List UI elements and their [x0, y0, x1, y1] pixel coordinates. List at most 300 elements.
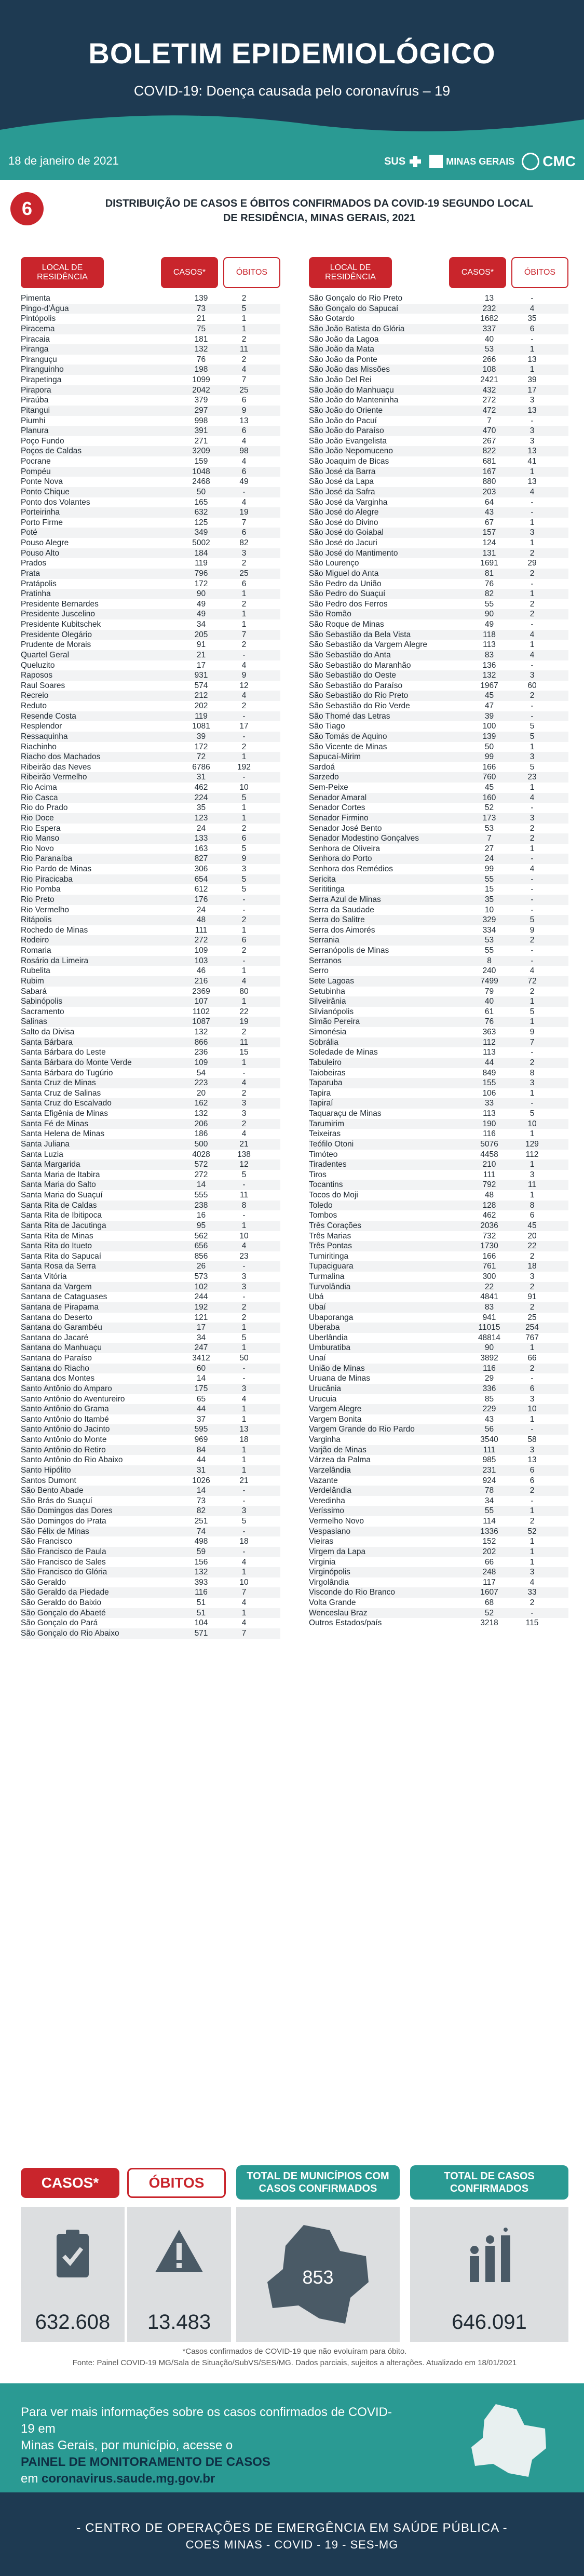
- city-name: São Domingos do Prata: [21, 1517, 106, 1526]
- deaths-count: -: [242, 1068, 246, 1077]
- table-row: [309, 752, 568, 762]
- cases-count: 34: [196, 1333, 206, 1342]
- deaths-count: 3: [529, 436, 535, 446]
- table-row: [21, 1445, 280, 1455]
- cases-count: 681: [482, 457, 496, 466]
- cases-count: 166: [482, 1251, 496, 1261]
- cases-count: 205: [194, 630, 208, 639]
- table-row: [21, 1129, 280, 1139]
- table-row: [21, 1496, 280, 1506]
- deaths-count: 10: [527, 1405, 537, 1414]
- cases-count: 66: [484, 1557, 494, 1567]
- table-body: [309, 293, 568, 1628]
- cases-count: 43: [484, 1414, 494, 1424]
- city-name: Santa Helena de Minas: [21, 1129, 105, 1139]
- table-row: [21, 803, 280, 813]
- cases-count: 267: [482, 436, 496, 446]
- cases-count: 880: [482, 477, 496, 487]
- cases-count: 3412: [192, 1354, 210, 1363]
- deaths-count: 5: [241, 1517, 247, 1526]
- cases-count: 55: [484, 1506, 494, 1516]
- city-name: Senador Amaral: [309, 793, 367, 802]
- city-name: Volta Grande: [309, 1598, 356, 1607]
- city-name: Tiros: [309, 1170, 327, 1179]
- people-chart-icon: [467, 2228, 514, 2285]
- city-name: São José da Lapa: [309, 477, 374, 487]
- deaths-count: 9: [241, 854, 247, 864]
- city-name: Raposos: [21, 671, 53, 680]
- deaths-count: 2: [241, 1313, 247, 1322]
- city-name: Sem-Peixe: [309, 783, 348, 792]
- deaths-count: 1: [529, 1414, 535, 1424]
- page-subtitle: COVID-19: Doença causada pelo coronavírus – 19: [133, 83, 451, 99]
- deaths-count: 1: [241, 1343, 247, 1353]
- table-row: [21, 762, 280, 773]
- deaths-count: 1: [241, 1405, 247, 1414]
- city-name: Santana do Riacho: [21, 1364, 89, 1373]
- deaths-count: 4: [241, 457, 247, 466]
- city-name: Serra Azul de Minas: [309, 895, 381, 904]
- table-row: [309, 1139, 568, 1150]
- table-row: [309, 701, 568, 711]
- city-name: Tapiraí: [309, 1099, 333, 1108]
- city-name: São Geraldo da Piedade: [21, 1588, 109, 1597]
- cases-count: 11015: [478, 1323, 500, 1332]
- deaths-count: -: [531, 334, 534, 344]
- deaths-count: 80: [239, 987, 249, 996]
- city-name: Queluzito: [21, 660, 55, 670]
- table-row: [309, 1547, 568, 1557]
- cases-count: 44: [484, 1058, 494, 1067]
- table-row: [309, 334, 568, 345]
- city-name: Ponte Nova: [21, 477, 63, 487]
- deaths-count: 21: [239, 1476, 249, 1485]
- deaths-count: 72: [527, 976, 537, 986]
- deaths-count: -: [531, 579, 534, 588]
- table-row: [21, 1088, 280, 1099]
- table-row: [309, 304, 568, 314]
- header-deaths: ÓBITOS: [511, 257, 568, 288]
- table-row: [21, 1078, 280, 1088]
- cases-count: 49: [484, 620, 494, 629]
- city-name: Vieiras: [309, 1537, 334, 1546]
- city-name: Setubinha: [309, 987, 345, 996]
- deaths-count: 1: [241, 966, 247, 976]
- table-row: [309, 1119, 568, 1129]
- city-name: São José da Varginha: [309, 497, 388, 507]
- deaths-count: 6: [529, 324, 535, 333]
- cases-count: 55: [484, 874, 494, 884]
- city-name: Rio Piracicaba: [21, 874, 73, 884]
- deaths-count: 1: [241, 803, 247, 813]
- cases-count: 160: [482, 793, 496, 802]
- cases-count: 52: [484, 803, 494, 813]
- deaths-count: 58: [527, 1435, 537, 1444]
- deaths-count: 1: [241, 589, 247, 599]
- deaths-count: -: [242, 732, 246, 741]
- city-name: Poços de Caldas: [21, 447, 82, 456]
- city-name: Santa Bárbara do Tugúrio: [21, 1068, 113, 1077]
- cases-count: 26: [196, 1262, 206, 1271]
- deaths-count: 3: [241, 1506, 247, 1516]
- city-name: São Pedro dos Ferros: [309, 599, 388, 609]
- city-name: Santo Antônio do Retiro: [21, 1445, 106, 1454]
- city-name: Santa Efigênia de Minas: [21, 1109, 108, 1118]
- city-name: Sapucaí-Mirim: [309, 752, 361, 762]
- table-row: [21, 1547, 280, 1557]
- cases-count: 1691: [480, 559, 498, 568]
- deaths-count: 4: [529, 304, 535, 313]
- deaths-count: 3: [529, 1568, 535, 1577]
- cases-count: 50: [196, 487, 206, 496]
- deaths-count: 5: [529, 915, 535, 925]
- city-name: Silvianópolis: [309, 1007, 354, 1016]
- cases-count: 83: [484, 1302, 494, 1312]
- deaths-count: -: [531, 711, 534, 721]
- coronavirus-url-link[interactable]: coronavirus.saude.mg.gov.br: [42, 2472, 215, 2486]
- table-row: [21, 905, 280, 915]
- table-row: [309, 314, 568, 324]
- table-row: [21, 691, 280, 701]
- deaths-count: 4: [241, 691, 247, 700]
- table-row: [309, 1486, 568, 1496]
- table-row: [21, 1577, 280, 1588]
- deaths-count: -: [242, 956, 246, 965]
- city-name: Ritápolis: [21, 915, 52, 925]
- table-header: [21, 257, 280, 288]
- header-cases: CASOS*: [449, 257, 506, 288]
- table-row: [21, 640, 280, 650]
- deaths-count: 98: [239, 447, 249, 456]
- deaths-count: 6: [241, 528, 247, 537]
- table-row: [309, 884, 568, 895]
- municipalities-panel: [236, 2207, 400, 2342]
- table-row: [21, 1221, 280, 1231]
- city-name: Santana do Manhuaçu: [21, 1343, 102, 1353]
- table-row: [21, 660, 280, 671]
- city-name: Uberlândia: [309, 1333, 348, 1342]
- cases-count: 47: [484, 702, 494, 710]
- cases-count: 612: [194, 885, 208, 894]
- city-name: Vermelho Novo: [309, 1517, 364, 1526]
- table-row: [21, 304, 280, 314]
- cases-count: 90: [196, 589, 206, 599]
- deaths-count: 3: [529, 1272, 535, 1281]
- deaths-count: 2: [241, 599, 247, 609]
- cases-count: 462: [482, 1211, 496, 1220]
- city-name: Rio do Prado: [21, 803, 68, 813]
- cases-count: 3892: [480, 1354, 498, 1363]
- sus-cross-icon: [409, 155, 422, 168]
- cases-count: 244: [194, 1292, 208, 1302]
- cases-count: 106: [482, 1088, 496, 1098]
- cases-count: 132: [194, 345, 208, 354]
- cases-count: 79: [484, 987, 494, 996]
- table-row: [21, 1435, 280, 1445]
- cases-count: 3209: [192, 447, 210, 456]
- deaths-count: 2: [241, 915, 247, 925]
- header-deaths: ÓBITOS: [223, 257, 280, 288]
- deaths-count: 4: [529, 966, 535, 976]
- cases-count: 329: [482, 915, 496, 925]
- deaths-count: 13: [239, 416, 249, 425]
- table-row: [309, 1455, 568, 1465]
- deaths-count: 2: [529, 569, 535, 578]
- city-name: Serro: [309, 966, 329, 976]
- deaths-count: 29: [527, 559, 537, 568]
- city-name: São Sebastião do Paraíso: [309, 681, 403, 690]
- cases-count: 121: [194, 1313, 208, 1322]
- table-row: [21, 1394, 280, 1405]
- table-row: [21, 1364, 280, 1374]
- city-name: São João Batista do Glória: [309, 324, 405, 333]
- city-name: Rio Manso: [21, 834, 60, 843]
- city-name: Resplendor: [21, 722, 62, 731]
- footnote-cases: *Casos confirmados de COVID-19 que não evoluíram para óbito.: [182, 2347, 407, 2356]
- cases-count: 8: [487, 956, 492, 965]
- deaths-count: 9: [529, 925, 535, 935]
- table-row: [309, 1037, 568, 1048]
- city-name: Outros Estados/país: [309, 1619, 382, 1628]
- deaths-count: -: [242, 895, 246, 904]
- cases-count: 55: [484, 599, 494, 609]
- deaths-count: 3: [241, 865, 247, 873]
- city-name: Presidente Kubitschek: [21, 620, 101, 629]
- cases-count: 123: [194, 813, 208, 822]
- city-name: Turvolândia: [309, 1282, 351, 1291]
- cases-count: 116: [195, 1588, 208, 1597]
- table-row: [21, 609, 280, 619]
- table-row: [309, 1170, 568, 1180]
- city-name: Visconde do Rio Branco: [309, 1588, 396, 1597]
- deaths-count: -: [242, 1180, 246, 1190]
- cases-count: 941: [482, 1313, 496, 1322]
- city-name: Santa Maria de Itabira: [21, 1170, 100, 1179]
- city-name: Santos Dumont: [21, 1476, 76, 1485]
- deaths-count: 10: [239, 783, 249, 792]
- city-name: São Geraldo do Baixio: [21, 1598, 102, 1607]
- cases-count: 157: [482, 528, 496, 537]
- deaths-count: 2: [529, 1598, 535, 1607]
- cases-count: 796: [194, 569, 208, 578]
- city-name: São João do Paraíso: [309, 426, 384, 436]
- cases-count: 998: [194, 416, 208, 425]
- city-name: Santo Antônio do Monte: [21, 1435, 107, 1444]
- deaths-count: 45: [527, 1221, 537, 1230]
- table-row: [309, 1394, 568, 1405]
- city-name: Senhora dos Remédios: [309, 865, 393, 873]
- cases-count: 212: [194, 691, 208, 700]
- city-name: Prados: [21, 559, 47, 568]
- city-name: Santa Cruz de Salinas: [21, 1088, 101, 1098]
- deaths-count: 4: [241, 1078, 247, 1088]
- table-row: [309, 864, 568, 874]
- cases-count: 432: [482, 385, 496, 395]
- city-name: Santo Antônio do Itambé: [21, 1414, 109, 1424]
- table-row: [21, 844, 280, 854]
- table-row: [309, 1078, 568, 1088]
- table-row: [21, 1282, 280, 1292]
- deaths-count: 1: [529, 997, 535, 1006]
- deaths-count: 82: [239, 538, 249, 547]
- table-row: [309, 1598, 568, 1608]
- city-name: Virginia: [309, 1557, 336, 1567]
- cases-count: 167: [482, 467, 496, 476]
- cases-count: 866: [194, 1037, 208, 1047]
- deaths-count: 2: [241, 294, 247, 303]
- deaths-count: 5: [241, 304, 247, 313]
- deaths-count: 52: [527, 1527, 537, 1536]
- deaths-count: 11: [239, 1191, 249, 1199]
- table-row: [309, 976, 568, 987]
- city-name: São Lourenço: [309, 559, 359, 568]
- city-name: Simonésia: [309, 1028, 347, 1036]
- cases-count: 21: [196, 314, 206, 323]
- table-row: [309, 691, 568, 701]
- deaths-count: -: [242, 487, 246, 496]
- table-row: [21, 385, 280, 396]
- table-row: [21, 1231, 280, 1242]
- cases-count: 73: [196, 1496, 206, 1505]
- table-row: [309, 1027, 568, 1037]
- city-name: Pompéu: [21, 467, 51, 476]
- deaths-count: -: [531, 1608, 534, 1617]
- cases-count: 462: [194, 783, 208, 792]
- deaths-count: 1: [241, 1221, 247, 1230]
- city-name: São Sebastião do Maranhão: [309, 660, 411, 670]
- deaths-count: 3: [529, 813, 535, 822]
- deaths-count: 11: [239, 1037, 249, 1047]
- table-row: [21, 701, 280, 711]
- deaths-count: 3: [241, 548, 247, 558]
- city-name: São Vicente de Minas: [309, 742, 387, 751]
- table-row: [309, 395, 568, 406]
- deaths-count: 5: [529, 732, 535, 741]
- deaths-count: 12: [239, 1160, 249, 1169]
- cases-count: 2468: [192, 477, 210, 487]
- table-row: [309, 477, 568, 487]
- cases-count: 53: [484, 936, 494, 945]
- table-row: [309, 1190, 568, 1201]
- deaths-count: -: [242, 1262, 246, 1271]
- city-name: Santa Maria do Suaçuí: [21, 1191, 103, 1199]
- city-name: Vargem Alegre: [309, 1405, 362, 1414]
- deaths-count: 192: [237, 762, 251, 772]
- cases-count: 112: [483, 1037, 496, 1047]
- deaths-count: 2: [529, 1058, 535, 1067]
- deaths-count: 2: [529, 987, 535, 996]
- deaths-count: -: [531, 803, 534, 813]
- deaths-count: 4: [529, 793, 535, 802]
- deaths-count: -: [531, 1425, 534, 1434]
- monitoring-panel-link[interactable]: PAINEL DE MONITORAMENTO DE CASOS: [21, 2455, 270, 2469]
- table-row: [21, 599, 280, 610]
- city-name: São Gonçalo do Rio Preto: [309, 294, 403, 303]
- table-row: [309, 609, 568, 619]
- table-row: [21, 1527, 280, 1537]
- cases-count: 186: [194, 1129, 208, 1139]
- city-name: São Sebastião da Vargem Alegre: [309, 640, 428, 650]
- table-row: [309, 996, 568, 1007]
- table-row: [309, 1313, 568, 1323]
- cases-count: 6786: [192, 762, 210, 772]
- cases-count: 35: [484, 895, 494, 904]
- deaths-count: 5: [241, 885, 247, 894]
- table-row: [21, 1414, 280, 1425]
- table-row: [21, 976, 280, 987]
- cases-count: 163: [194, 844, 208, 853]
- table-row: [309, 1241, 568, 1251]
- deaths-count: 1: [241, 1455, 247, 1465]
- table-row: [21, 721, 280, 732]
- cases-count: 498: [194, 1537, 208, 1546]
- deaths-count: 20: [527, 1231, 537, 1240]
- table-row: [309, 987, 568, 997]
- table-row: [21, 925, 280, 936]
- city-name: Serra do Salitre: [309, 915, 365, 925]
- city-name: Pouso Alegre: [21, 538, 69, 547]
- cases-count: 91: [196, 640, 206, 650]
- table-row: [309, 721, 568, 732]
- table-row: [309, 1608, 568, 1619]
- cases-count: 51: [196, 1608, 206, 1617]
- cases-count: 1102: [192, 1007, 210, 1016]
- city-name: Urucânia: [309, 1384, 342, 1393]
- cases-count: 300: [482, 1272, 496, 1281]
- footnote-source: Fonte: Painel COVID-19 MG/Sala de Situação/SubVS/SES/MG. Dados parciais, sujeitos a alterações. Atualizado em 18/01/2021: [72, 2358, 517, 2367]
- table-row: [309, 436, 568, 447]
- city-name: Piranga: [21, 345, 49, 354]
- city-name: Piracema: [21, 324, 55, 333]
- deaths-count: 1: [529, 538, 535, 547]
- deaths-count: 7: [241, 1588, 247, 1597]
- deaths-count: 1: [529, 640, 535, 650]
- cases-count: 7499: [480, 976, 498, 986]
- cases-count: 14: [196, 1374, 206, 1383]
- table-row: [309, 599, 568, 610]
- deaths-count: 4: [241, 976, 247, 986]
- cases-count: 10: [484, 905, 494, 914]
- cases-count: 17: [196, 660, 206, 670]
- deaths-count: -: [531, 874, 534, 884]
- cases-count: 102: [194, 1282, 208, 1291]
- table-row: [21, 732, 280, 742]
- municipality-table-right: [309, 257, 568, 1628]
- cases-count: 202: [482, 1547, 496, 1556]
- deaths-count: 115: [525, 1619, 539, 1628]
- cases-count: 1682: [480, 314, 498, 323]
- city-name: Ubaí: [309, 1302, 326, 1312]
- city-name: Verdelândia: [309, 1486, 351, 1495]
- cases-count: 104: [194, 1619, 208, 1628]
- city-name: Santo Antônio do Rio Abaixo: [21, 1455, 123, 1465]
- table-row: [309, 1506, 568, 1516]
- header-city: LOCAL DE RESIDÊNCIA: [21, 257, 104, 288]
- city-name: São Francisco do Glória: [21, 1568, 107, 1577]
- city-name: Senhora do Porto: [309, 854, 372, 864]
- cases-count: 856: [194, 1251, 208, 1261]
- deaths-count: -: [531, 416, 534, 425]
- cases-count: 55: [484, 946, 494, 955]
- cases-count: 64: [484, 497, 494, 507]
- city-name: Santana de Cataguases: [21, 1292, 107, 1302]
- city-name: Serititinga: [309, 885, 345, 894]
- cases-count: 571: [194, 1628, 208, 1638]
- deaths-count: -: [242, 1496, 246, 1505]
- table-row: [21, 1139, 280, 1150]
- cases-count: 45: [484, 691, 494, 700]
- cases-count: 272: [194, 936, 208, 945]
